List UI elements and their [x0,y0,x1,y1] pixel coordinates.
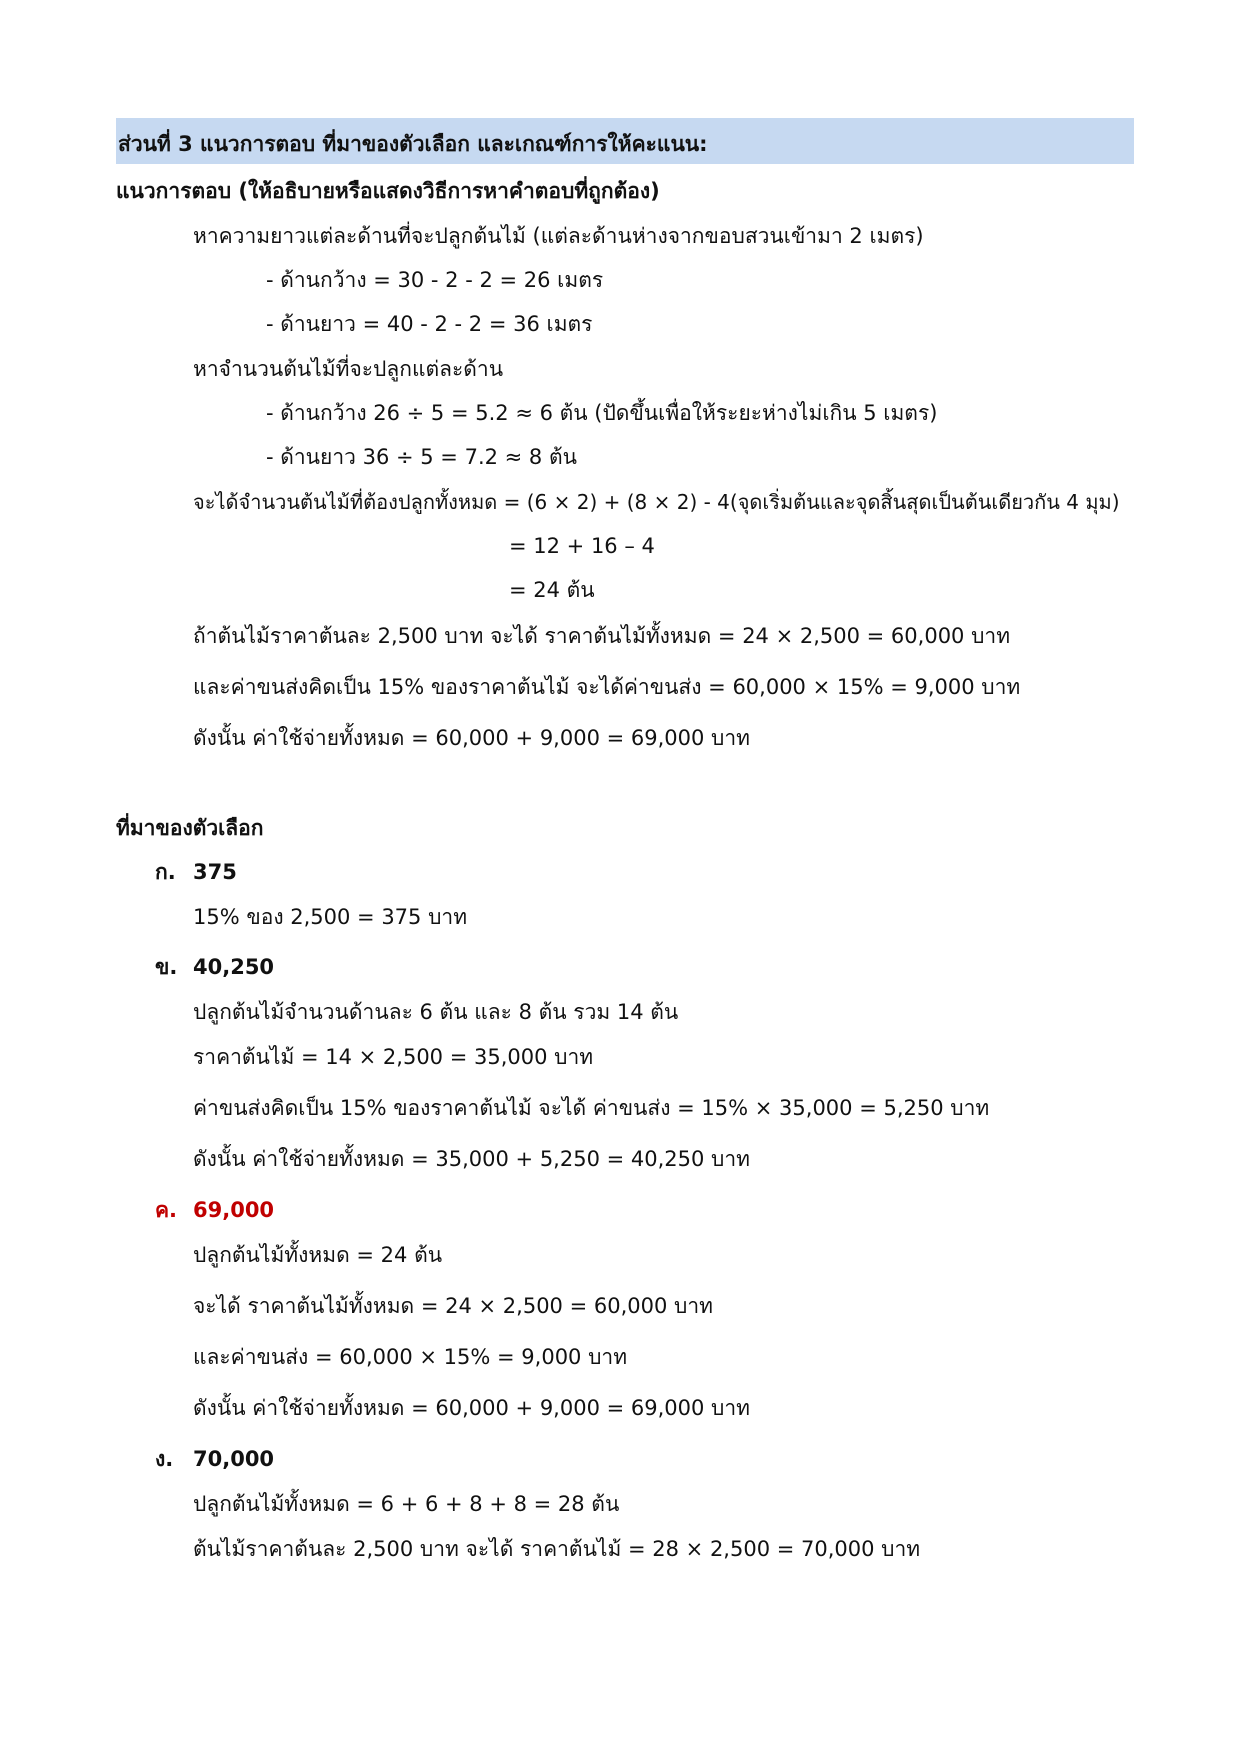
option-line: และค่าขนส่ง = 60,000 × 15% = 9,000 บาท [193,1345,628,1369]
option-value: 69,000 [193,1198,275,1222]
answer-line: - ด้านกว้าง = 30 - 2 - 2 = 26 เมตร [266,268,604,292]
option-c-title-correct [155,1196,274,1224]
answer-line: และค่าขนส่งคิดเป็น 15% ของราคาต้นไม้ จะได้ค่าขนส่ง = 60,000 × 15% = 9,000 บาท [193,675,1021,699]
option-line: จะได้ ราคาต้นไม้ทั้งหมด = 24 × 2,500 = 60,000 บาท [193,1294,713,1318]
answer-line: หาความยาวแต่ละด้านที่จะปลูกต้นไม้ (แต่ละด้านห่างจากขอบสวนเข้ามา 2 เมตร) [193,224,924,248]
option-line: ค่าขนส่งคิดเป็น 15% ของราคาต้นไม้ จะได้ ค่าขนส่ง = 15% × 35,000 = 5,250 บาท [193,1096,990,1120]
option-letter: ค. [155,1198,178,1222]
option-letter: ก. [155,860,176,884]
option-value: 40,250 [193,955,275,979]
option-a-title [155,858,237,886]
option-d-title [155,1445,274,1473]
option-b-title [155,953,274,981]
answer-line: = 24 ต้น [509,578,595,602]
answer-line: - ด้านยาว 36 ÷ 5 = 7.2 ≈ 8 ต้น [266,445,577,469]
answer-line: ถ้าต้นไม้ราคาต้นละ 2,500 บาท จะได้ ราคาต้นไม้ทั้งหมด = 24 × 2,500 = 60,000 บาท [193,624,1011,648]
option-value: 70,000 [193,1447,275,1471]
option-line: ราคาต้นไม้ = 14 × 2,500 = 35,000 บาท [193,1045,594,1069]
option-line: ดังนั้น ค่าใช้จ่ายทั้งหมด = 60,000 + 9,000 = 69,000 บาท [193,1396,751,1420]
option-line: ปลูกต้นไม้จำนวนด้านละ 6 ต้น และ 8 ต้น รวม 14 ต้น [193,1000,679,1024]
answer-line: จะได้จำนวนต้นไม้ที่ต้องปลูกทั้งหมด = (6 × 2) + (8 × 2) - 4(จุดเริ่มต้นและจุดสิ้นสุดเป็นต้นเดียวกัน 4 มุม) [193,490,1120,514]
option-line: ต้นไม้ราคาต้นละ 2,500 บาท จะได้ ราคาต้นไม้ = 28 × 2,500 = 70,000 บาท [193,1537,921,1561]
option-line: 15% ของ 2,500 = 375 บาท [193,905,468,929]
section-title: ส่วนที่ 3 แนวการตอบ ที่มาของตัวเลือก และเกณฑ์การให้คะแนน: [118,132,708,156]
answer-line: - ด้านกว้าง 26 ÷ 5 = 5.2 ≈ 6 ต้น (ปัดขึ้นเพื่อให้ระยะห่างไม่เกิน 5 เมตร) [266,401,938,425]
option-line: ดังนั้น ค่าใช้จ่ายทั้งหมด = 35,000 + 5,250 = 40,250 บาท [193,1147,751,1171]
options-heading: ที่มาของตัวเลือก [116,816,264,840]
option-letter: ง. [155,1447,174,1471]
answer-guide-heading: แนวการตอบ (ให้อธิบายหรือแสดงวิธีการหาคำตอบที่ถูกต้อง) [116,179,660,203]
section-header-bar [116,118,1134,164]
answer-line: ดังนั้น ค่าใช้จ่ายทั้งหมด = 60,000 + 9,000 = 69,000 บาท [193,726,751,750]
option-value: 375 [193,860,237,884]
answer-line: หาจำนวนต้นไม้ที่จะปลูกแต่ละด้าน [193,357,504,381]
option-letter: ข. [155,955,178,979]
answer-line: - ด้านยาว = 40 - 2 - 2 = 36 เมตร [266,312,593,336]
option-line: ปลูกต้นไม้ทั้งหมด = 24 ต้น [193,1243,443,1267]
option-line: ปลูกต้นไม้ทั้งหมด = 6 + 6 + 8 + 8 = 28 ต้น [193,1492,620,1516]
answer-line: = 12 + 16 – 4 [509,534,655,558]
